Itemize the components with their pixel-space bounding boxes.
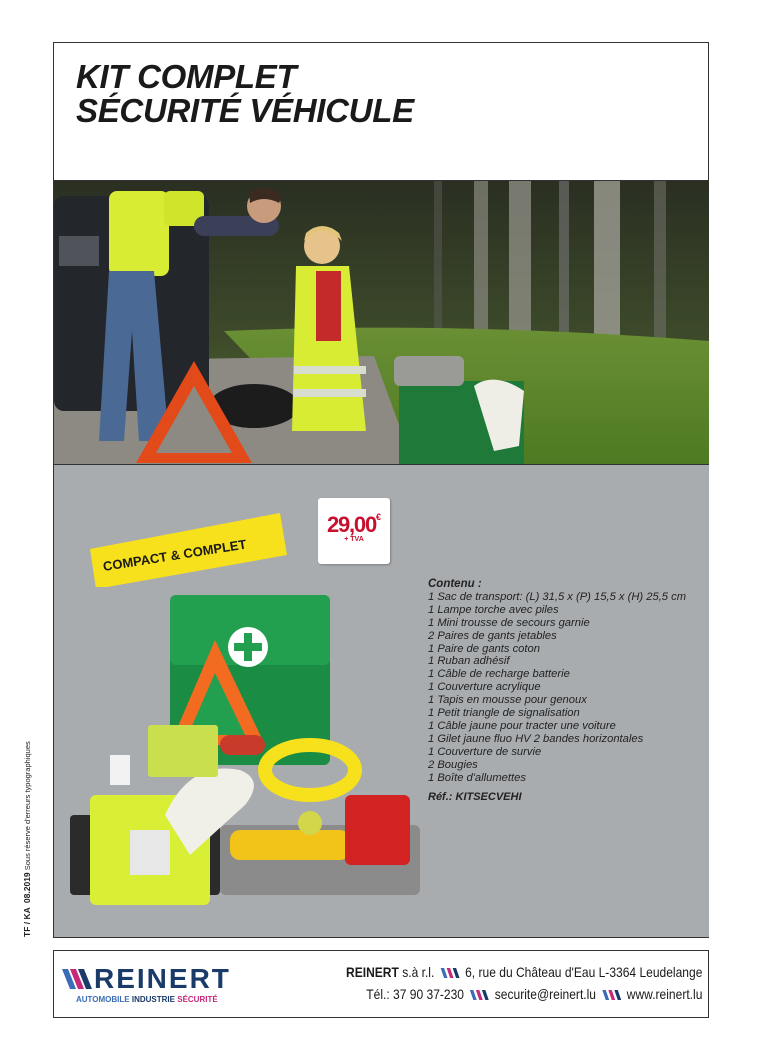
logo-stripes-icon — [62, 965, 94, 993]
list-item: 2 Bougies — [428, 758, 478, 771]
list-item: 2 Paires de gants jetables — [428, 629, 557, 642]
contents-items — [428, 591, 708, 785]
product-reference: Réf.: KITSECVEHI — [428, 790, 522, 803]
price-value: 29,00€ — [326, 512, 382, 537]
list-item: 1 Ruban adhésif — [428, 655, 510, 668]
contact-line — [346, 983, 702, 1005]
list-item: 1 Lampe torche avec piles — [428, 603, 559, 616]
stripes-icon — [602, 990, 621, 1000]
list-item: 1 Boîte d'allumettes — [428, 771, 526, 784]
hero-photo — [54, 180, 709, 465]
list-item: 1 Couverture acrylique — [428, 681, 541, 694]
website-link[interactable]: www.reinert.lu — [626, 986, 702, 1002]
logo-tagline: AUTOMOBILE INDUSTRIE SÉCURITÉ — [76, 995, 218, 1004]
compact-banner — [82, 507, 287, 587]
side-code: TF / KA — [22, 907, 32, 937]
contact-info — [288, 961, 702, 1005]
page-title — [76, 60, 414, 128]
list-item: 1 Câble jaune pour tracter une voiture — [428, 719, 616, 732]
list-item: 1 Sac de transport: (L) 31,5 x (P) 15,5 x (H) 25,5 cm — [428, 590, 687, 603]
address: 6, rue du Château d'Eau L-3364 Leudelange — [464, 964, 702, 980]
stripes-icon — [440, 968, 459, 978]
list-item: 1 Paire de gants coton — [428, 642, 540, 655]
contents-heading: Contenu : — [428, 578, 482, 590]
side-disclaimer: Sous réserve d'erreurs typographiques — [23, 741, 32, 871]
email-link[interactable]: securite@reinert.lu — [494, 986, 596, 1002]
title-line-1: KIT COMPLET — [76, 58, 297, 95]
list-item: 1 Gilet jaune fluo HV 2 bandes horizontales — [428, 732, 644, 745]
price-tag — [318, 498, 390, 564]
side-date: 08.2019 — [22, 872, 32, 904]
banner-text: COMPACT & COMPLET — [101, 536, 248, 574]
reinert-logo — [62, 963, 252, 1008]
list-item: 1 Couverture de survie — [428, 745, 542, 758]
list-item: 1 Tapis en mousse pour genoux — [428, 694, 587, 707]
phone: Tél.: 37 90 37-230 — [365, 986, 464, 1002]
contents-list — [428, 578, 708, 803]
price-tax: + TVA — [344, 536, 364, 543]
side-note — [22, 737, 32, 937]
list-item: 1 Petit triangle de signalisation — [428, 707, 580, 720]
list-item: 1 Câble de recharge batterie — [428, 668, 570, 681]
footer — [53, 950, 709, 1018]
stripes-icon — [470, 990, 489, 1000]
title-line-2: SÉCURITÉ VÉHICULE — [76, 92, 414, 129]
address-line: REINERT s.à r.l. 6, rue du Château d'Eau L-3364 Leudelange — [345, 964, 702, 980]
list-item: 1 Mini trousse de secours garnie — [428, 616, 590, 629]
logo-wordmark: REINERT — [94, 963, 231, 994]
product-image — [70, 585, 430, 915]
